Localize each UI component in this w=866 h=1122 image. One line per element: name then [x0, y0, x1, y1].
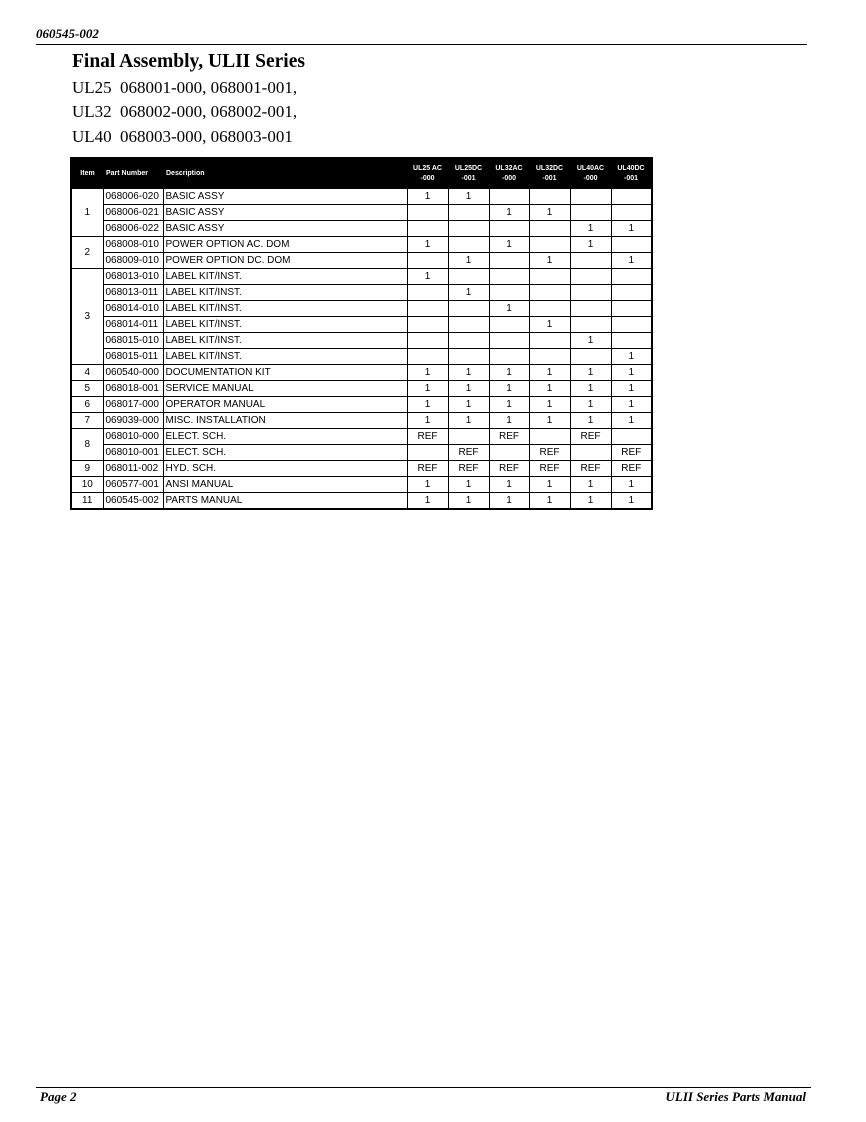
- manual-title: ULII Series Parts Manual: [665, 1089, 806, 1104]
- quantity-cell: 1: [407, 237, 448, 253]
- quantity-cell: 1: [611, 381, 652, 397]
- header-model-ul32dc: [529, 158, 570, 189]
- quantity-cell: [407, 221, 448, 237]
- header-model-ul25dc: [448, 158, 489, 189]
- part-number: 068009-010: [103, 253, 163, 269]
- quantity-cell: 1: [489, 493, 529, 510]
- part-description: LABEL KIT/INST.: [163, 349, 407, 365]
- table-row: [71, 285, 652, 301]
- quantity-cell: 1: [448, 413, 489, 429]
- table-row: [71, 317, 652, 333]
- quantity-cell: [611, 301, 652, 317]
- part-description: DOCUMENTATION KIT: [163, 365, 407, 381]
- quantity-cell: 1: [448, 285, 489, 301]
- table-row: [71, 493, 652, 510]
- quantity-cell: [611, 189, 652, 205]
- quantity-cell: 1: [407, 493, 448, 510]
- quantity-cell: [529, 333, 570, 349]
- item-number: 1: [71, 189, 103, 237]
- quantity-cell: [611, 333, 652, 349]
- quantity-cell: 1: [529, 397, 570, 413]
- quantity-cell: 1: [407, 189, 448, 205]
- quantity-cell: 1: [611, 365, 652, 381]
- item-number: 2: [71, 237, 103, 269]
- quantity-cell: 1: [448, 397, 489, 413]
- quantity-cell: 1: [570, 477, 611, 493]
- header-model-ul40dc: [611, 158, 652, 189]
- quantity-cell: 1: [529, 253, 570, 269]
- item-number: 11: [71, 493, 103, 510]
- quantity-cell: 1: [407, 413, 448, 429]
- part-number: 068013-010: [103, 269, 163, 285]
- part-number: 068010-001: [103, 445, 163, 461]
- part-description: PARTS MANUAL: [163, 493, 407, 510]
- quantity-cell: 1: [489, 205, 529, 221]
- quantity-cell: [529, 285, 570, 301]
- quantity-cell: 1: [611, 349, 652, 365]
- quantity-cell: [529, 189, 570, 205]
- quantity-cell: REF: [529, 445, 570, 461]
- part-description: SERVICE MANUAL: [163, 381, 407, 397]
- item-number: 6: [71, 397, 103, 413]
- part-description: BASIC ASSY: [163, 221, 407, 237]
- quantity-cell: 1: [407, 477, 448, 493]
- quantity-cell: 1: [570, 365, 611, 381]
- quantity-cell: 1: [489, 413, 529, 429]
- header-model-suffix: -000: [501, 174, 516, 182]
- header-model-ul40ac: [570, 158, 611, 189]
- quantity-cell: REF: [448, 445, 489, 461]
- header-rule: [36, 44, 807, 45]
- quantity-cell: 1: [570, 397, 611, 413]
- quantity-cell: 1: [570, 493, 611, 510]
- table-row: [71, 205, 652, 221]
- table-row: [71, 397, 652, 413]
- quantity-cell: [407, 285, 448, 301]
- quantity-cell: REF: [489, 461, 529, 477]
- quantity-cell: [407, 253, 448, 269]
- quantity-cell: 1: [529, 413, 570, 429]
- quantity-cell: [448, 221, 489, 237]
- quantity-cell: [489, 269, 529, 285]
- quantity-cell: 1: [489, 381, 529, 397]
- part-description: POWER OPTION AC. DOM: [163, 237, 407, 253]
- header-model-name: UL32AC: [495, 164, 523, 172]
- quantity-cell: [448, 349, 489, 365]
- quantity-cell: REF: [407, 461, 448, 477]
- quantity-cell: REF: [489, 429, 529, 445]
- quantity-cell: 1: [570, 413, 611, 429]
- header-model-ul32ac: [489, 158, 529, 189]
- header-model-suffix: -001: [461, 174, 476, 182]
- quantity-cell: [570, 205, 611, 221]
- quantity-cell: [407, 301, 448, 317]
- model-line-ul40: [72, 127, 293, 147]
- quantity-cell: [611, 429, 652, 445]
- quantity-cell: [611, 317, 652, 333]
- quantity-cell: [448, 317, 489, 333]
- header-model-name: UL40AC: [576, 164, 605, 172]
- table-header-row: [71, 158, 652, 189]
- table-row: [71, 221, 652, 237]
- quantity-cell: [611, 285, 652, 301]
- quantity-cell: [570, 269, 611, 285]
- item-number: 3: [71, 269, 103, 365]
- quantity-cell: [448, 301, 489, 317]
- table-row: [71, 413, 652, 429]
- table-row: [71, 365, 652, 381]
- quantity-cell: 1: [489, 397, 529, 413]
- part-number: 068010-000: [103, 429, 163, 445]
- model-code: UL32: [72, 102, 112, 121]
- quantity-cell: [448, 429, 489, 445]
- model-line-ul25: [72, 78, 297, 98]
- header-model-name: UL32DC: [535, 164, 564, 172]
- header-part-number: Part Number: [103, 158, 163, 189]
- quantity-cell: [570, 285, 611, 301]
- quantity-cell: 1: [448, 477, 489, 493]
- quantity-cell: [448, 333, 489, 349]
- table-row: [71, 461, 652, 477]
- part-number: 068017-000: [103, 397, 163, 413]
- header-model-name: UL25DC: [454, 164, 483, 172]
- model-numbers: 068002-000, 068002-001,: [120, 102, 298, 121]
- quantity-cell: [570, 317, 611, 333]
- quantity-cell: 1: [448, 189, 489, 205]
- quantity-cell: 1: [407, 269, 448, 285]
- quantity-cell: [611, 269, 652, 285]
- header-model-suffix: -000: [420, 174, 435, 182]
- table-row: [71, 477, 652, 493]
- quantity-cell: [570, 301, 611, 317]
- header-model-suffix: -001: [542, 174, 557, 182]
- header-model-name: UL40DC: [617, 164, 645, 172]
- quantity-cell: 1: [407, 365, 448, 381]
- part-description: ELECT. SCH.: [163, 445, 407, 461]
- model-code: UL40: [72, 127, 112, 146]
- table-row: [71, 269, 652, 285]
- part-number: 068015-011: [103, 349, 163, 365]
- quantity-cell: 1: [570, 381, 611, 397]
- part-number: 068006-022: [103, 221, 163, 237]
- quantity-cell: [570, 189, 611, 205]
- table-row: [71, 445, 652, 461]
- item-number: 8: [71, 429, 103, 461]
- quantity-cell: [611, 237, 652, 253]
- part-description: MISC. INSTALLATION: [163, 413, 407, 429]
- part-number: 068018-001: [103, 381, 163, 397]
- part-description: BASIC ASSY: [163, 189, 407, 205]
- quantity-cell: 1: [529, 477, 570, 493]
- table-body: [71, 189, 652, 510]
- quantity-cell: 1: [489, 301, 529, 317]
- quantity-cell: REF: [529, 461, 570, 477]
- table-row: [71, 189, 652, 205]
- quantity-cell: [407, 317, 448, 333]
- part-description: ANSI MANUAL: [163, 477, 407, 493]
- quantity-cell: 1: [611, 221, 652, 237]
- quantity-cell: 1: [611, 253, 652, 269]
- part-number: 068013-011: [103, 285, 163, 301]
- table-row: [71, 333, 652, 349]
- quantity-cell: 1: [529, 205, 570, 221]
- quantity-cell: 1: [611, 477, 652, 493]
- part-number: 068011-002: [103, 461, 163, 477]
- item-number: 10: [71, 477, 103, 493]
- quantity-cell: 1: [407, 381, 448, 397]
- quantity-cell: REF: [407, 429, 448, 445]
- quantity-cell: [529, 429, 570, 445]
- quantity-cell: 1: [448, 365, 489, 381]
- footer-rule: [36, 1087, 811, 1088]
- part-description: HYD. SCH.: [163, 461, 407, 477]
- model-numbers: 068001-000, 068001-001,: [120, 78, 298, 97]
- quantity-cell: 1: [529, 493, 570, 510]
- part-description: LABEL KIT/INST.: [163, 333, 407, 349]
- quantity-cell: [529, 301, 570, 317]
- quantity-cell: [529, 349, 570, 365]
- quantity-cell: 1: [489, 477, 529, 493]
- quantity-cell: [407, 205, 448, 221]
- table-row: [71, 349, 652, 365]
- quantity-cell: [529, 237, 570, 253]
- item-number: 5: [71, 381, 103, 397]
- quantity-cell: [489, 221, 529, 237]
- header-description: Description: [163, 158, 407, 189]
- quantity-cell: [489, 317, 529, 333]
- quantity-cell: 1: [611, 493, 652, 510]
- quantity-cell: REF: [448, 461, 489, 477]
- quantity-cell: [407, 349, 448, 365]
- model-numbers: 068003-000, 068003-001: [120, 127, 293, 146]
- page-title: Final Assembly, ULII Series: [72, 51, 305, 72]
- quantity-cell: [570, 253, 611, 269]
- table-row: [71, 237, 652, 253]
- model-code: UL25: [72, 78, 112, 97]
- quantity-cell: 1: [570, 221, 611, 237]
- part-description: LABEL KIT/INST.: [163, 301, 407, 317]
- part-description: ELECT. SCH.: [163, 429, 407, 445]
- quantity-cell: 1: [611, 397, 652, 413]
- part-number: 069039-000: [103, 413, 163, 429]
- part-description: LABEL KIT/INST.: [163, 269, 407, 285]
- part-number: 068006-020: [103, 189, 163, 205]
- quantity-cell: [529, 221, 570, 237]
- table-row: [71, 301, 652, 317]
- part-description: LABEL KIT/INST.: [163, 317, 407, 333]
- quantity-cell: [570, 445, 611, 461]
- quantity-cell: 1: [489, 237, 529, 253]
- quantity-cell: 1: [570, 333, 611, 349]
- quantity-cell: 1: [529, 381, 570, 397]
- item-number: 7: [71, 413, 103, 429]
- table-row: [71, 381, 652, 397]
- quantity-cell: [407, 333, 448, 349]
- document-id: 060545-002: [36, 26, 99, 41]
- quantity-cell: [489, 285, 529, 301]
- quantity-cell: 1: [448, 381, 489, 397]
- model-line-ul32: [72, 102, 297, 122]
- quantity-cell: 1: [529, 317, 570, 333]
- part-number: 068014-011: [103, 317, 163, 333]
- part-description: LABEL KIT/INST.: [163, 285, 407, 301]
- part-number: 068015-010: [103, 333, 163, 349]
- quantity-cell: 1: [448, 493, 489, 510]
- quantity-cell: [407, 445, 448, 461]
- table-row: [71, 253, 652, 269]
- part-description: OPERATOR MANUAL: [163, 397, 407, 413]
- part-number: 060577-001: [103, 477, 163, 493]
- quantity-cell: REF: [570, 461, 611, 477]
- item-number: 9: [71, 461, 103, 477]
- quantity-cell: 1: [407, 397, 448, 413]
- quantity-cell: [448, 237, 489, 253]
- page-number: Page 2: [40, 1089, 77, 1104]
- quantity-cell: [570, 349, 611, 365]
- quantity-cell: REF: [570, 429, 611, 445]
- header-item: Item: [71, 158, 103, 189]
- header-model-ul25ac: [407, 158, 448, 189]
- quantity-cell: [489, 445, 529, 461]
- quantity-cell: 1: [448, 253, 489, 269]
- header-model-suffix: -001: [623, 174, 638, 182]
- quantity-cell: [448, 269, 489, 285]
- part-number: 060545-002: [103, 493, 163, 510]
- part-description: POWER OPTION DC. DOM: [163, 253, 407, 269]
- quantity-cell: [611, 205, 652, 221]
- quantity-cell: [489, 349, 529, 365]
- item-number: 4: [71, 365, 103, 381]
- quantity-cell: 1: [489, 365, 529, 381]
- quantity-cell: [489, 189, 529, 205]
- quantity-cell: [489, 253, 529, 269]
- part-description: BASIC ASSY: [163, 205, 407, 221]
- quantity-cell: [489, 333, 529, 349]
- quantity-cell: REF: [611, 445, 652, 461]
- header-model-suffix: -000: [583, 174, 598, 182]
- table-row: [71, 429, 652, 445]
- quantity-cell: 1: [611, 413, 652, 429]
- quantity-cell: 1: [570, 237, 611, 253]
- part-number: 068014-010: [103, 301, 163, 317]
- part-number: 068008-010: [103, 237, 163, 253]
- parts-table: [70, 157, 653, 510]
- part-number: 060540-000: [103, 365, 163, 381]
- quantity-cell: [529, 269, 570, 285]
- quantity-cell: REF: [611, 461, 652, 477]
- quantity-cell: [448, 205, 489, 221]
- part-number: 068006-021: [103, 205, 163, 221]
- header-model-name: UL25 AC: [413, 164, 442, 172]
- quantity-cell: 1: [529, 365, 570, 381]
